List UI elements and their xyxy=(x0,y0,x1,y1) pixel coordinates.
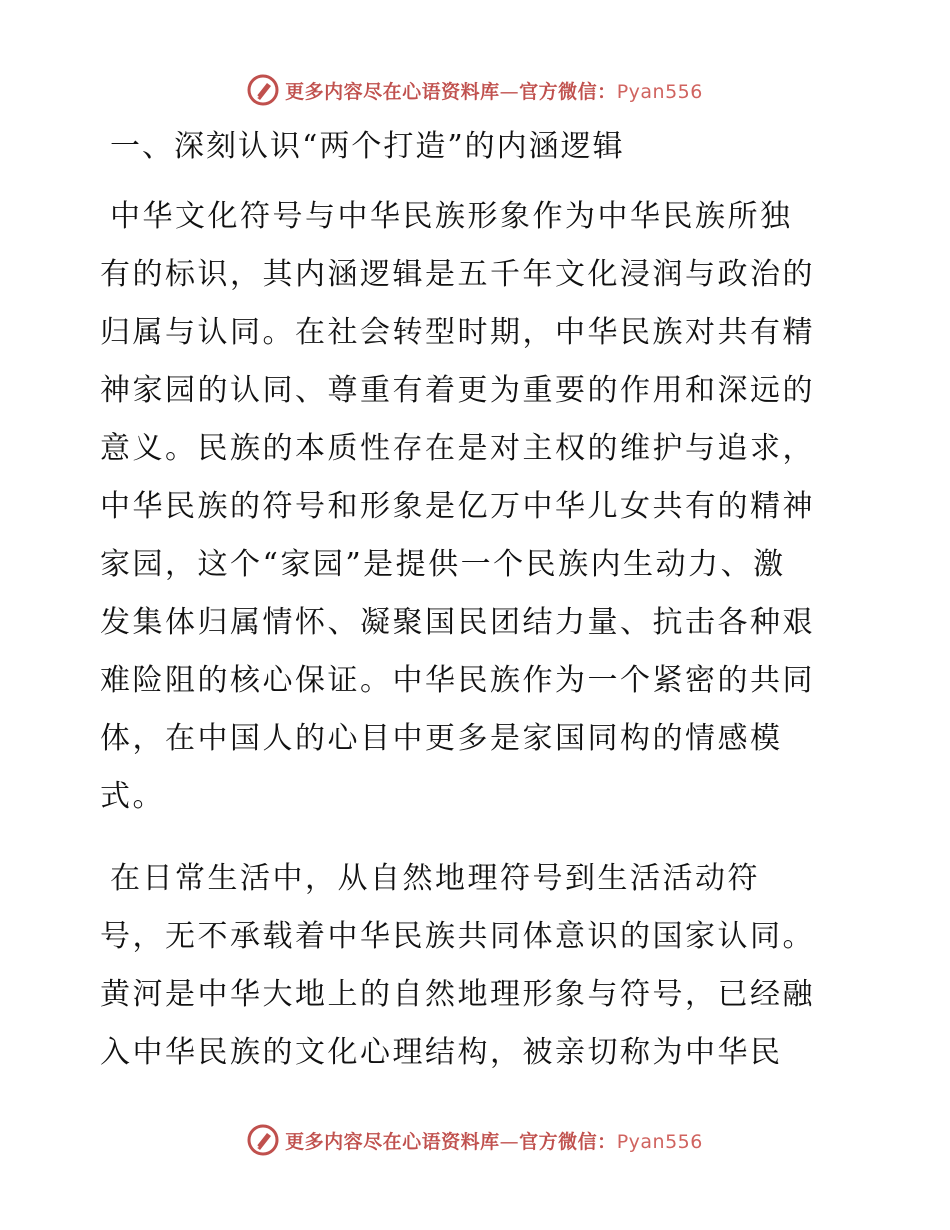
section-heading: 一、深刻认识“两个打造”的内涵逻辑 xyxy=(110,129,625,164)
paragraph-1 xyxy=(100,188,860,826)
paragraph-line: 有的标识，其内涵逻辑是五千年文化浸润与政治的 xyxy=(100,257,815,292)
footer-watermark-banner xyxy=(0,1120,950,1160)
paragraph-line: 在日常生活中，从自然地理符号到生活活动符 xyxy=(110,861,760,896)
paragraph-line: 中华民族的符号和形象是亿万中华儿女共有的精神 xyxy=(100,489,815,524)
watermark-separator: — xyxy=(499,80,520,103)
pen-nib-logo-icon xyxy=(247,1124,279,1156)
paragraph-line: 家园，这个“家园”是提供一个民族内生动力、激 xyxy=(100,547,786,582)
watermark-wechat-id: Pyan556 xyxy=(616,80,703,103)
watermark-wechat-id: Pyan556 xyxy=(616,1130,703,1153)
watermark-brand: 更多内容尽在心语资料库 xyxy=(285,80,500,103)
paragraph-line: 意义。民族的本质性存在是对主权的维护与追求， xyxy=(100,431,815,466)
header-watermark-banner xyxy=(0,70,950,110)
watermark-brand: 更多内容尽在心语资料库 xyxy=(285,1130,500,1153)
paragraph-line: 神家园的认同、尊重有着更为重要的作用和深远的 xyxy=(100,373,815,408)
paragraph-line: 体，在中国人的心目中更多是家国同构的情感模 xyxy=(100,721,783,756)
watermark-text xyxy=(285,1127,703,1154)
paragraph-line: 号，无不承载着中华民族共同体意识的国家认同。 xyxy=(100,919,815,954)
watermark-wechat-label: 官方微信： xyxy=(519,80,617,103)
paragraph-line: 发集体归属情怀、凝聚国民团结力量、抗击各种艰 xyxy=(100,605,815,640)
paragraph-line: 式。 xyxy=(100,779,165,814)
paragraph-line: 归属与认同。在社会转型时期，中华民族对共有精 xyxy=(100,315,815,350)
paragraph-line: 难险阻的核心保证。中华民族作为一个紧密的共同 xyxy=(100,663,815,698)
paragraph-2 xyxy=(100,850,860,1082)
pen-nib-logo-icon xyxy=(247,74,279,106)
paragraph-line: 入中华民族的文化心理结构，被亲切称为中华民 xyxy=(100,1035,783,1070)
paragraph-line: 黄河是中华大地上的自然地理形象与符号，已经融 xyxy=(100,977,815,1012)
watermark-wechat-label: 官方微信： xyxy=(519,1130,617,1153)
watermark-separator: — xyxy=(499,1130,520,1153)
paragraph-line: 中华文化符号与中华民族形象作为中华民族所独 xyxy=(110,199,793,234)
watermark-text xyxy=(285,77,703,104)
